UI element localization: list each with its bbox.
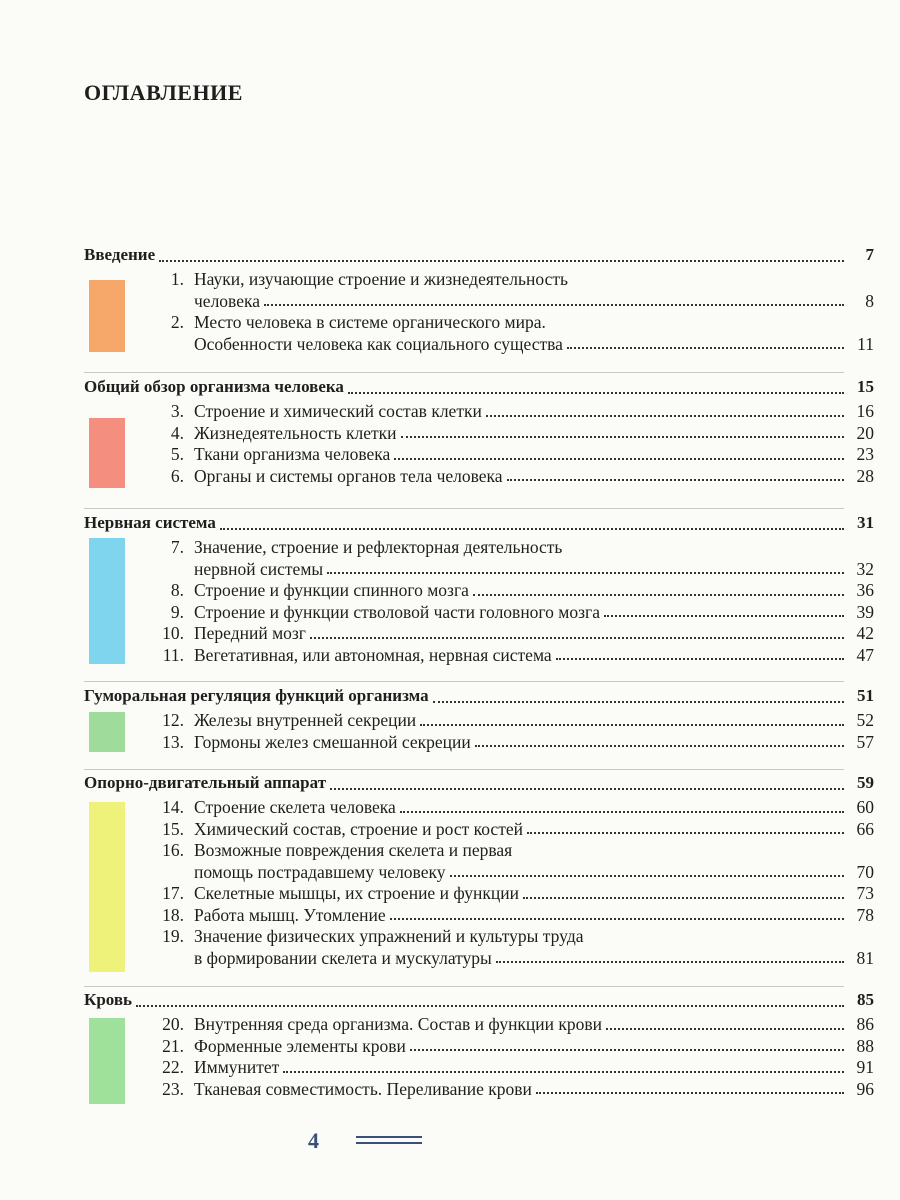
section-page-number: 31 [857, 513, 874, 532]
toc-section [84, 245, 874, 355]
toc-section [84, 686, 874, 753]
toc-entry[interactable] [84, 1036, 874, 1058]
entry-number: 23. [162, 1078, 184, 1099]
dot-leader [604, 615, 844, 617]
toc-entry-continuation[interactable] [84, 948, 874, 970]
entry-text: Строение и функции спинного мозга [194, 580, 469, 600]
entry-page-number: 81 [856, 947, 874, 968]
toc-entry[interactable] [84, 840, 874, 862]
section-heading[interactable] [84, 990, 874, 1014]
entry-text: нервной системы [194, 558, 324, 579]
entry-text: в формировании скелета и мускулатуры [194, 947, 492, 968]
entry-page-number: 16 [856, 401, 874, 421]
dot-leader [507, 479, 844, 481]
dot-leader [496, 961, 844, 963]
toc-entry[interactable] [84, 269, 874, 291]
entry-number: 11. [162, 644, 184, 665]
section-title: Кровь [84, 990, 133, 1009]
dot-leader [527, 832, 844, 834]
entry-page-number: 11 [857, 333, 874, 354]
dot-leader [486, 415, 844, 417]
toc-entry-continuation[interactable] [84, 291, 874, 313]
dot-leader [264, 304, 844, 306]
dot-leader [400, 811, 844, 813]
dot-leader [433, 701, 844, 703]
entry-page-number: 86 [856, 1014, 874, 1034]
toc-entry[interactable] [84, 401, 874, 423]
entry-page-number: 66 [856, 818, 874, 839]
entry-page-number: 23 [856, 444, 874, 464]
entry-number: 15. [162, 818, 184, 839]
entry-page-number: 60 [856, 797, 874, 817]
section-heading[interactable] [84, 513, 874, 537]
entry-text: Жизнедеятельность клетки [194, 422, 397, 443]
entry-text: Значение, строение и рефлекторная деятельность [194, 537, 563, 557]
toc-entry[interactable] [84, 1014, 874, 1036]
entry-text: Тканевая совместимость. Переливание крови [194, 1078, 532, 1099]
dot-leader [606, 1028, 844, 1030]
toc-entry[interactable] [84, 580, 874, 602]
section-page-number: 85 [857, 990, 874, 1009]
entry-page-number: 32 [856, 558, 874, 579]
entry-text: помощь пострадавшему человеку [194, 861, 446, 882]
toc-section [84, 377, 874, 487]
dot-leader [410, 1049, 844, 1051]
toc-entry[interactable] [84, 732, 874, 754]
entry-number: 20. [162, 1014, 184, 1034]
entry-text: Железы внутренней секреции [194, 710, 417, 730]
entry-text: Значение физических упражнений и культуры труда [194, 926, 584, 946]
entry-text: Особенности человека как социального существа [194, 333, 563, 354]
entry-text: Строение и функции стволовой части головного мозга [194, 601, 600, 622]
section-title: Общий обзор организма человека [84, 377, 344, 396]
dot-leader [394, 458, 844, 460]
toc-entry[interactable] [84, 819, 874, 841]
section-title: Нервная система [84, 513, 216, 532]
entry-page-number: 73 [856, 883, 874, 903]
section-page-number: 7 [865, 245, 874, 264]
dot-leader [136, 1005, 844, 1007]
entry-number: 8. [170, 580, 184, 600]
toc-section [84, 773, 874, 969]
entry-number: 19. [162, 926, 184, 946]
section-title: Введение [84, 245, 156, 264]
dot-leader [567, 347, 844, 349]
entry-text: Органы и системы органов тела человека [194, 465, 503, 486]
entry-page-number: 20 [856, 422, 874, 443]
entry-text: Внутренняя среда организма. Состав и функции крови [194, 1014, 603, 1034]
section-divider [84, 372, 844, 373]
dot-leader [159, 260, 844, 262]
dot-leader [310, 637, 844, 639]
entry-text: Скелетные мышцы, их строение и функции [194, 883, 519, 903]
entry-page-number: 42 [856, 623, 874, 643]
entry-number: 17. [162, 883, 184, 903]
entry-text: Науки, изучающие строение и жизнедеятельность [194, 269, 568, 289]
toc-entry[interactable] [84, 926, 874, 948]
dot-leader [450, 875, 845, 877]
toc-entry[interactable] [84, 710, 874, 732]
entry-page-number: 8 [865, 290, 874, 311]
toc-entry[interactable] [84, 1057, 874, 1079]
entry-number: 13. [162, 731, 184, 752]
footer-rule [356, 1136, 422, 1138]
entry-number: 2. [170, 312, 184, 332]
entry-number: 1. [170, 269, 184, 289]
dot-leader [390, 918, 844, 920]
toc-entry[interactable] [84, 466, 874, 488]
entry-number: 22. [162, 1057, 184, 1077]
dot-leader [348, 392, 844, 394]
entry-page-number: 39 [856, 601, 874, 622]
entry-text: Гормоны желез смешанной секреции [194, 731, 471, 752]
toc-entry[interactable] [84, 423, 874, 445]
entry-page-number: 36 [856, 580, 874, 600]
entry-text: Иммунитет [194, 1057, 280, 1077]
toc-entry[interactable] [84, 537, 874, 559]
entry-text: Работа мышц. Утомление [194, 904, 386, 925]
entry-number: 3. [170, 401, 184, 421]
dot-leader [556, 658, 844, 660]
section-divider [84, 508, 844, 509]
dot-leader [283, 1071, 844, 1073]
toc-entry[interactable] [84, 645, 874, 667]
toc-entry[interactable] [84, 312, 874, 334]
section-page-number: 15 [857, 377, 874, 396]
entry-number: 5. [170, 444, 184, 464]
entry-text: Ткани организма человека [194, 444, 391, 464]
toc-entry-continuation[interactable] [84, 559, 874, 581]
toc-entry-continuation[interactable] [84, 862, 874, 884]
section-divider [84, 986, 844, 987]
section-heading[interactable] [84, 377, 874, 401]
section-heading[interactable] [84, 245, 874, 269]
entry-number: 6. [170, 465, 184, 486]
section-title: Опорно-двигательный аппарат [84, 773, 327, 792]
entry-page-number: 78 [856, 904, 874, 925]
toc-entry[interactable] [84, 797, 874, 819]
toc-entry[interactable] [84, 1079, 874, 1101]
entry-page-number: 70 [856, 861, 874, 882]
dot-leader [420, 724, 844, 726]
toc-entry[interactable] [84, 623, 874, 645]
entry-page-number: 52 [856, 710, 874, 730]
entry-text: Химический состав, строение и рост костей [194, 818, 523, 839]
entry-number: 18. [162, 904, 184, 925]
toc-section [84, 513, 874, 666]
section-page-number: 59 [857, 773, 874, 792]
entry-page-number: 47 [856, 644, 874, 665]
entry-number: 21. [162, 1035, 184, 1056]
dot-leader [523, 897, 844, 899]
entry-page-number: 88 [856, 1035, 874, 1056]
page-number: 4 [308, 1128, 319, 1153]
entry-number: 9. [170, 601, 184, 622]
page-title: ОГЛАВЛЕНИЕ [84, 80, 243, 105]
entry-number: 7. [170, 537, 184, 557]
dot-leader [475, 745, 844, 747]
dot-leader [330, 788, 844, 790]
entry-number: 4. [170, 422, 184, 443]
dot-leader [536, 1092, 844, 1094]
section-title: Гуморальная регуляция функций организма [84, 686, 429, 705]
toc-entry[interactable] [84, 444, 874, 466]
footer-rule [356, 1142, 422, 1144]
entry-text: Передний мозг [194, 623, 306, 643]
dot-leader [473, 594, 844, 596]
toc-entry-continuation[interactable] [84, 334, 874, 356]
toc-entry[interactable] [84, 602, 874, 624]
dot-leader [401, 436, 844, 438]
dot-leader [327, 572, 844, 574]
entry-text: Форменные элементы крови [194, 1035, 406, 1056]
entry-page-number: 57 [856, 731, 874, 752]
entry-number: 12. [162, 710, 184, 730]
section-heading[interactable] [84, 686, 874, 710]
entry-number: 10. [162, 623, 184, 643]
toc-entry[interactable] [84, 905, 874, 927]
entry-number: 16. [162, 840, 184, 860]
entry-text: Возможные повреждения скелета и первая [194, 840, 513, 860]
entry-text: человека [194, 290, 260, 311]
entry-text: Вегетативная, или автономная, нервная система [194, 644, 552, 665]
toc-entry[interactable] [84, 883, 874, 905]
entry-page-number: 28 [856, 465, 874, 486]
entry-text: Строение и химический состав клетки [194, 401, 482, 421]
entry-page-number: 96 [856, 1078, 874, 1099]
section-heading[interactable] [84, 773, 874, 797]
entry-page-number: 91 [856, 1057, 874, 1077]
entry-number: 14. [162, 797, 184, 817]
dot-leader [220, 528, 844, 530]
section-page-number: 51 [857, 686, 874, 705]
toc-section [84, 990, 874, 1100]
entry-text: Место человека в системе органического мира. [194, 312, 546, 332]
section-divider [84, 769, 844, 770]
section-divider [84, 681, 844, 682]
entry-text: Строение скелета человека [194, 797, 396, 817]
